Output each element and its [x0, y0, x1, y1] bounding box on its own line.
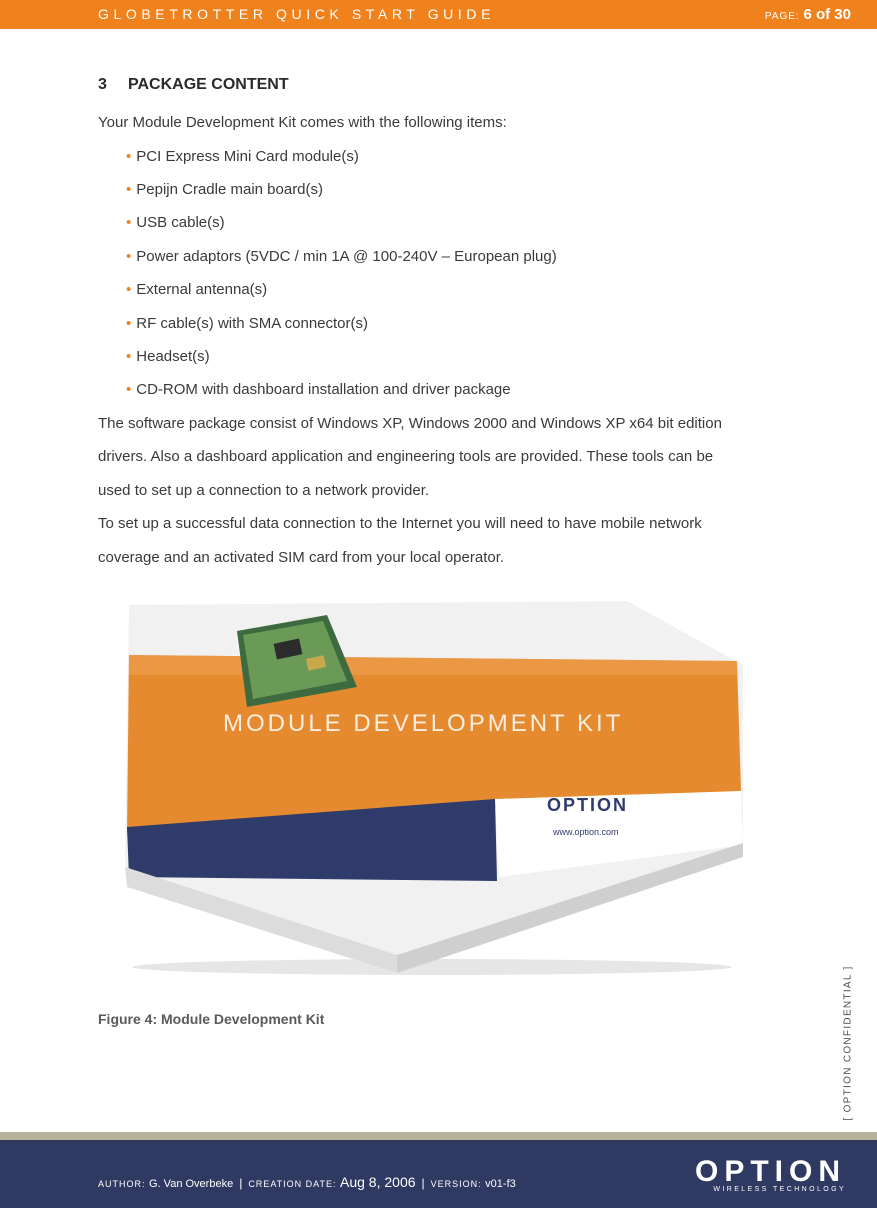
bullet-icon: •	[126, 180, 132, 198]
bullet-icon: •	[126, 247, 132, 265]
brand-logo	[695, 1155, 847, 1193]
version-value: v01-f3	[485, 1178, 516, 1190]
page-colon: :	[795, 11, 804, 22]
footer-info: AUTHOR: G. Van Overbeke | CREATION DATE: Aug 8, 2006 | VERSION: v01-f3	[98, 1174, 516, 1190]
kit-box-illustration	[107, 595, 757, 980]
page-indicator	[765, 6, 851, 23]
section-heading	[98, 76, 788, 102]
date-label: CREATION DATE	[248, 1179, 333, 1189]
package-items-list	[98, 140, 788, 407]
list-item: • RF cable(s) with SMA connector(s)	[126, 314, 368, 332]
document-title: GLOBETROTTER QUICK START GUIDE	[98, 6, 496, 22]
brand-tagline: WIRELESS TECHNOLOGY	[713, 1186, 847, 1193]
software-line: used to set up a connection to a network provider.	[98, 481, 430, 499]
connection-line: To set up a successful data connection to the Internet you will need to have mobile network	[98, 515, 702, 533]
bullet-icon: •	[126, 381, 132, 399]
list-item: • PCI Express Mini Card module(s)	[126, 147, 359, 165]
software-paragraph	[98, 407, 788, 508]
page-label: PAGE	[764, 11, 796, 22]
confidential-text: [ OPTION CONFIDENTIAL ]	[842, 965, 854, 1121]
box-url-text: www.option.com	[553, 827, 619, 837]
bullet-icon: •	[126, 214, 132, 232]
section-number: 3	[98, 76, 107, 93]
intro-text: Your Module Development Kit comes with the following items:	[98, 114, 507, 131]
list-item: • Pepijn Cradle main board(s)	[126, 180, 324, 198]
list-item: • USB cable(s)	[126, 214, 225, 232]
section-title: PACKAGE CONTENT	[128, 76, 289, 93]
connection-line: coverage and an activated SIM card from your local operator.	[98, 548, 505, 566]
bullet-icon: •	[126, 314, 132, 332]
bullet-icon: •	[126, 147, 132, 165]
software-line: drivers. Also a dashboard application and engineering tools are provided. These tools can be	[98, 448, 714, 466]
list-item: • Power adaptors (5VDC / min 1A @ 100-240V – European plug)	[126, 247, 557, 265]
confidential-label	[838, 965, 858, 1121]
list-item: • CD-ROM with dashboard installation and driver package	[126, 381, 511, 399]
software-line: The software package consist of Windows XP, Windows 2000 and Windows XP x64 bit edition	[98, 414, 722, 432]
list-item: • External antenna(s)	[126, 281, 268, 299]
figure-caption: Figure 4: Module Development Kit	[98, 1011, 325, 1027]
footer-divider	[0, 1132, 877, 1140]
brand-wordmark: OPTION	[695, 1155, 847, 1188]
bullet-icon: •	[126, 347, 132, 365]
author-label: AUTHOR	[98, 1179, 142, 1189]
author-value: G. Van Overbeke	[149, 1178, 234, 1190]
list-item: • Headset(s)	[126, 347, 210, 365]
bullet-icon: •	[126, 281, 132, 299]
box-label-text: MODULE DEVELOPMENT KIT	[223, 710, 624, 737]
module-kit-photo	[107, 595, 757, 980]
page-number: 6 of 30	[803, 6, 851, 23]
main-content	[98, 76, 788, 574]
box-brand-text: OPTION	[547, 795, 629, 815]
version-label: VERSION	[430, 1179, 479, 1189]
date-value: Aug 8, 2006	[340, 1174, 416, 1190]
connection-paragraph	[98, 507, 788, 574]
